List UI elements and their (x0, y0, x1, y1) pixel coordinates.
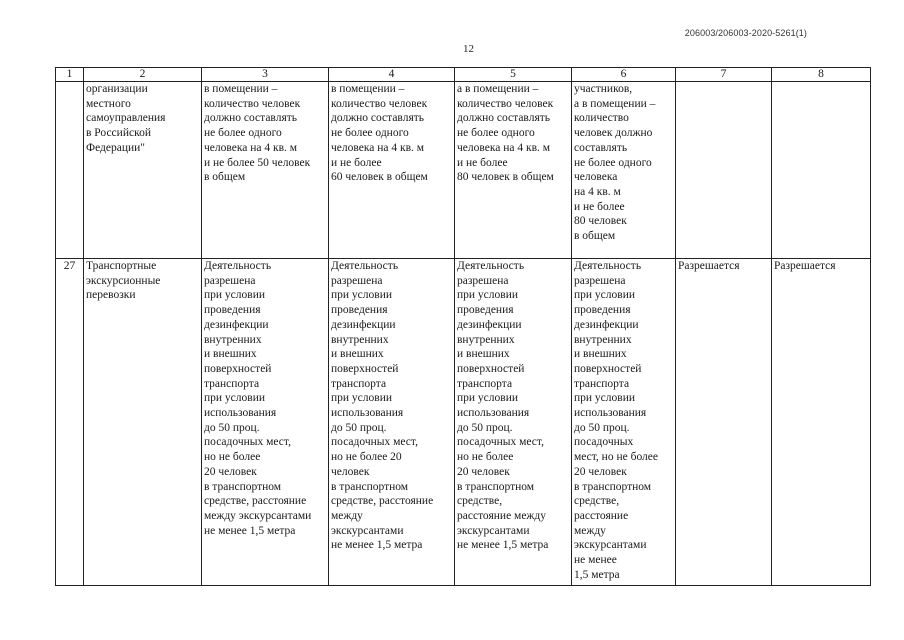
column-number: 7 (676, 68, 772, 82)
column-number: 2 (84, 68, 202, 82)
table-cell: в помещении – количество человек должно составлять не более одного человека на 4 кв. м и не более 50 человек в общем (202, 82, 329, 259)
column-number: 6 (572, 68, 676, 82)
column-number: 1 (56, 68, 84, 82)
table-cell: Деятельность разрешена при условии проведения дезинфекции внутренних и внешних поверхностей транспорта при условии использования до 50 проц. посадочных мест, но не более 20 человек в транспортном средстве, расстояние между экскурсантами не менее 1,5 метра (572, 259, 676, 586)
table-cell: Деятельность разрешена при условии проведения дезинфекции внутренних и внешних поверхностей транспорта при условии использования до 50 проц. посадочных мест, но не более 20 человек в транспортном средстве, расстояние между экскурсантами не менее 1,5 метра (202, 259, 329, 586)
table-cell: Разрешается (772, 259, 871, 586)
table-row (56, 82, 871, 259)
table-cell (772, 82, 871, 259)
page-number: 12 (463, 43, 474, 55)
table-cell: в помещении – количество человек должно составлять не более одного человека на 4 кв. м и не более 60 человек в общем (329, 82, 455, 259)
table-cell: Разрешается (676, 259, 772, 586)
regulation-table (55, 67, 871, 586)
table-cell: а в помещении – количество человек должно составлять не более одного человека на 4 кв. м и не более 80 человек в общем (455, 82, 572, 259)
column-number: 8 (772, 68, 871, 82)
table-cell (676, 82, 772, 259)
table-cell: участников, а в помещении – количество человек должно составлять не более одного человека на 4 кв. м и не более 80 человек в общем (572, 82, 676, 259)
table-cell-activity: Транспортные экскурсионные перевозки (84, 259, 202, 586)
column-number: 5 (455, 68, 572, 82)
column-number: 4 (329, 68, 455, 82)
table-row (56, 259, 871, 586)
table-cell: Деятельность разрешена при условии проведения дезинфекции внутренних и внешних поверхностей транспорта при условии использования до 50 проц. посадочных мест, но не более 20 человек в транспортном средстве, расстояние между экскурсантами не менее 1,5 метра (455, 259, 572, 586)
table-cell-activity: организации местного самоуправления в Российской Федерации" (84, 82, 202, 259)
table-cell-number: 27 (56, 259, 84, 586)
column-number-row (56, 68, 871, 82)
table-cell-number (56, 82, 84, 259)
document-id: 206003/206003-2020-5261(1) (684, 28, 807, 38)
table-cell: Деятельность разрешена при условии проведения дезинфекции внутренних и внешних поверхностей транспорта при условии использования до 50 проц. посадочных мест, но не более 20 человек в транспортном средстве, расстояние между экскурсантами не менее 1,5 метра (329, 259, 455, 586)
column-number: 3 (202, 68, 329, 82)
